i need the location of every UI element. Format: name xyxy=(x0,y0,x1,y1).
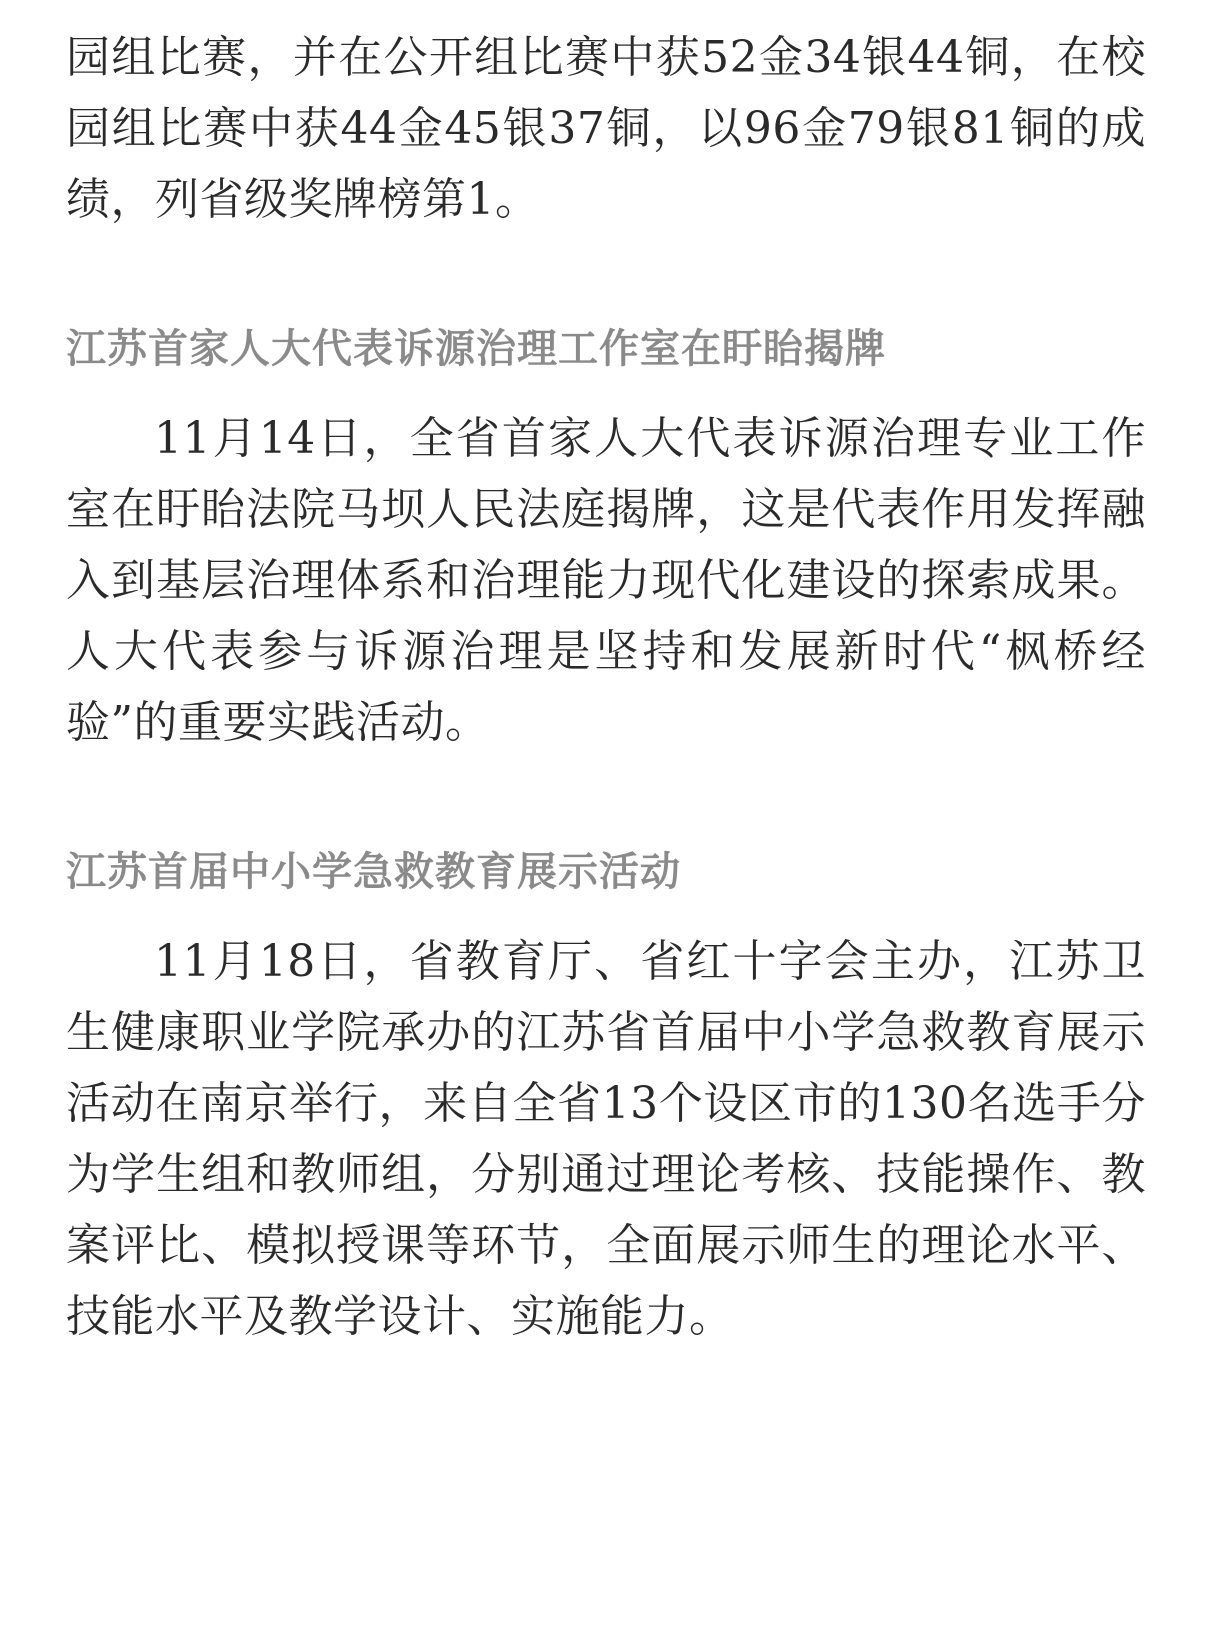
section-title-npc-workshop: 江苏首家人大代表诉源治理工作室在盱眙揭牌 xyxy=(66,326,886,372)
spacer xyxy=(66,379,1146,403)
intro-paragraph: 园组比赛，并在公开组比赛中获52金34银44铜，在校园组比赛中获44金45银37铜，以96金79银81铜的成绩，列省级奖牌榜第1。 xyxy=(66,32,1146,225)
article-page xyxy=(66,22,1146,1352)
spacer xyxy=(66,235,1146,319)
section-body-first-aid-education: 11月18日，省教育厅、省红十字会主办，江苏卫生健康职业学院承办的江苏省首届中小学急救教育展示活动在南京举行，来自全省13个设区市的130名选手分为学生组和教师组，分别通过理论考核、技能操作、教案评比、模拟授课等环节，全面展示师生的理论水平、技能水平及教学设计、实施能力。 xyxy=(66,936,1146,1342)
spacer xyxy=(66,902,1146,926)
spacer xyxy=(66,758,1146,842)
section-title-first-aid-education: 江苏首届中小学急救教育展示活动 xyxy=(66,849,681,895)
section-body-npc-workshop: 11月14日，全省首家人大代表诉源治理专业工作室在盱眙法院马坝人民法庭揭牌，这是代表作用发挥融入到基层治理体系和治理能力现代化建设的探索成果。人大代表参与诉源治理是坚持和发展新时代“枫桥经验”的重要实践活动。 xyxy=(66,413,1146,748)
